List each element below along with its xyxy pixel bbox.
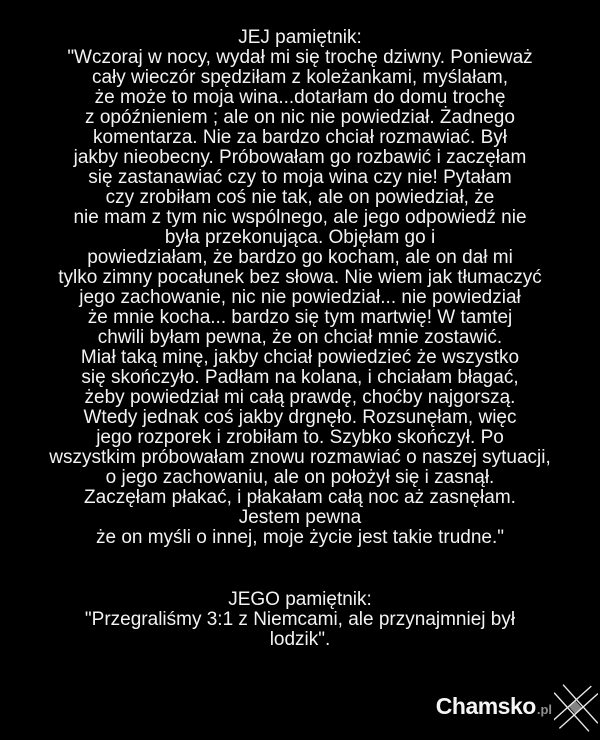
diary-line: powiedziałam, że bardzo go kocham, ale on dał mi [87, 247, 513, 268]
diary-line: się zastanawiać czy to moja wina czy nie! Pytałam [88, 167, 512, 188]
diary-line: cały wieczór spędziłam z koleżankami, myślałam, [91, 67, 508, 88]
diary-line: jego rozporek i zrobiłam to. Szybko skończył. Po [96, 427, 504, 448]
diary-line: Jestem pewna [238, 507, 362, 528]
logo-wordmark: Chamsko [435, 693, 536, 719]
tilted-hash-icon [554, 680, 598, 736]
chamsko-logo [436, 693, 552, 720]
diary-line: "Wczoraj w nocy, wydał mi się trochę dziwny. Ponieważ [67, 47, 533, 68]
diary-line: o jego zachowaniu, ale on położył się i zasnął. [105, 467, 495, 488]
logo-tld: .pl [536, 702, 552, 717]
diary-line: się skończyło. Padłam na kolana, i chciałam błagać, [81, 367, 519, 388]
diary-line: z opóźnieniem ; ale on nic nie powiedział. Żadnego [85, 107, 515, 128]
diary-line: że mnie kocha... bardzo się tym martwię! W tamtej [87, 307, 513, 328]
diary-line: chwili byłam pewna, że on chciał mnie zostawić. [97, 327, 503, 348]
diary-line: była przekonująca. Objęłam go i [164, 227, 436, 248]
diary-line: że on myśli o innej, moje życie jest takie trudne." [95, 527, 505, 548]
diary-line: wszystkim próbowałam znowu rozmawiać o naszej sytuacji, [49, 447, 551, 468]
diary-line: lodzik". [269, 629, 331, 650]
diary-line: tylko zimny pocałunek bez słowa. Nie wiem jak tłumaczyć [58, 267, 542, 288]
diary-line: nie mam z tym nic wspólnego, ale jego odpowiedź nie [73, 207, 527, 228]
section-gap [0, 548, 600, 590]
diary-line: jakby nieobecny. Próbowałam go rozbawić i zaczęłam [73, 147, 527, 168]
diary-line: Wtedy jednak coś jakby drgnęło. Rozsunęłam, więc [83, 407, 517, 428]
diary-line: jego zachowanie, nic nie powiedział... nie powiedział [79, 287, 521, 308]
diary-line: żeby powiedział mi całą prawdę, choćby najgorszą. [84, 387, 516, 408]
diary-line: że może to moja wina...dotarłam do domu trochę [94, 87, 506, 108]
diary-line: Zaczęłam płakać, i płakałam całą noc aż zasnęłam. [84, 487, 516, 508]
diary-line: komentarza. Nie za bardzo chciał rozmawiać. Był [93, 127, 507, 148]
diary-line: "Przegraliśmy 3:1 z Niemcami, ale przynajmniej był [84, 609, 516, 630]
his-diary-title: JEGO pamiętnik: [228, 589, 372, 610]
diary-line: czy zrobiłam coś nie tak, ale on powiedział, że [105, 187, 495, 208]
diary-line: Miał taką minę, jakby chciał powiedzieć że wszystko [80, 347, 520, 368]
her-diary-title: JEJ pamiętnik: [238, 27, 362, 48]
diary-text [0, 28, 600, 650]
